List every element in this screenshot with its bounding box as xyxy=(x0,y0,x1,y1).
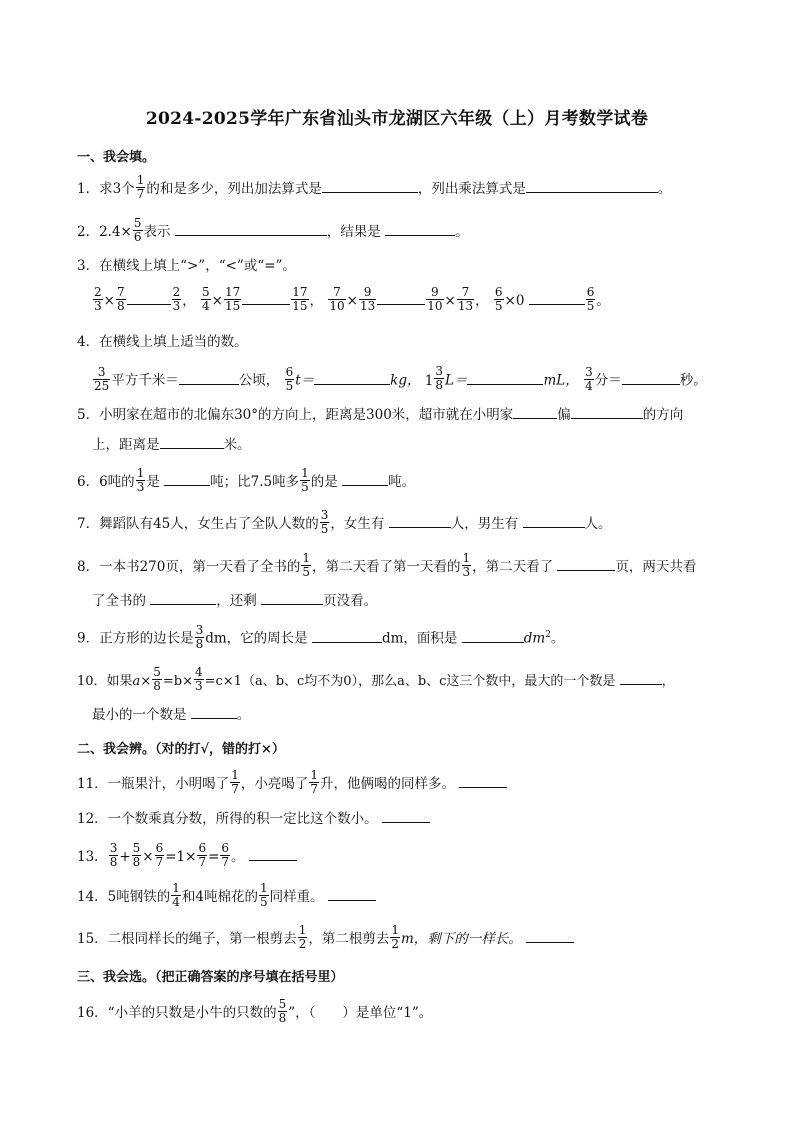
question-14: 14．5吨钢铁的 $\frac{1}{4}$ 和4吨棉花的 $\frac{1}{5}$ 同样重。 xyxy=(77,884,376,911)
question-16: 16．“小羊的只数是小牛的只数的 $\frac{5}{8}$ ”，（ ）是单位“1”。 xyxy=(77,997,433,1025)
question-10: 10．如果a× $\frac{5}{8}$ =b× $\frac{4}{3}$ =c×1（a、b、c均不为0），那么a、b、c这三个数中，最大的一个数是 ， xyxy=(77,665,675,693)
page-title: 2024-2025学年广东省汕头市龙湖区六年级（上）月考数学试卷 xyxy=(145,109,649,129)
question-11: 11．一瓶果汁，小明喝了 $\frac{1}{7}$ ，小亮喝了 $\frac{1}{7}$ 升，他俩喝的同样多。 xyxy=(77,771,507,798)
answer-blank[interactable] xyxy=(179,370,239,385)
answer-blank[interactable] xyxy=(467,370,543,385)
answer-blank[interactable] xyxy=(377,290,425,305)
answer-blank[interactable] xyxy=(382,808,430,823)
question-7: 7．舞蹈队有45人，女生占了全队人数的 $\frac{3}{5}$ ，女生有 人，男生有 人。 xyxy=(77,508,612,536)
fraction: $\frac{5}{6}$ xyxy=(133,216,142,244)
answer-blank[interactable] xyxy=(160,434,224,449)
answer-blank[interactable] xyxy=(175,221,327,236)
answer-blank[interactable] xyxy=(312,628,382,643)
section-heading-3: 三、我会选。（把正确答案的序号填在括号里） xyxy=(77,970,344,985)
answer-blank[interactable] xyxy=(389,513,451,528)
answer-blank[interactable] xyxy=(127,290,171,305)
answer-blank[interactable] xyxy=(529,290,585,305)
answer-blank[interactable] xyxy=(249,846,297,861)
question-10-cont: 最小的一个数是 。 xyxy=(92,704,250,725)
answer-blank[interactable] xyxy=(242,290,290,305)
answer-blank[interactable] xyxy=(191,704,237,719)
question-8: 8．一本书270页，第一天看了全书的 $\frac{1}{5}$ ，第二天看了第一天看的 $\frac{1}{3}$ ，第二天看了 页，两天共看 xyxy=(77,551,697,579)
answer-blank[interactable] xyxy=(523,513,585,528)
section-heading-2: 二、我会辨。（对的打√，错的打×） xyxy=(77,742,285,757)
answer-blank[interactable] xyxy=(314,370,390,385)
question-8-cont: 了全书的 ，还剩 页没看。 xyxy=(92,590,377,611)
answer-blank[interactable] xyxy=(513,404,557,419)
answer-blank[interactable] xyxy=(620,670,662,685)
answer-blank[interactable] xyxy=(322,178,418,193)
answer-blank[interactable] xyxy=(342,471,388,486)
answer-blank[interactable] xyxy=(571,404,643,419)
question-4-conversions: $\frac{3}{25}$ 平方千米＝ 公顷， $\frac{6}{5}$ t＝ kg， 1 3 8 L＝ mL， $\frac{3}{4}$ 分＝ 秒。 xyxy=(94,364,707,393)
answer-blank[interactable] xyxy=(459,773,507,788)
answer-blank[interactable] xyxy=(385,221,455,236)
question-1: 1．求3个 $\frac{1}{7}$ 的和是多少，列出加法算式是 ，列出乘法算式是 。 xyxy=(77,173,672,201)
answer-blank[interactable] xyxy=(261,590,323,605)
question-13: 13． $\frac{3}{8}$ + $\frac{5}{8}$ × $\frac{6}{7}$ =1× $\frac{6}{7}$ = $\frac{6}{7}$ 。 xyxy=(77,844,297,871)
section-heading-1: 一、我会填。 xyxy=(77,150,156,165)
question-15: 15．二根同样长的绳子，第一根剪去 $\frac{1}{2}$ ，第二根剪去 $\frac{1}{2}$ m，剩下的一样长。 xyxy=(77,926,574,953)
answer-blank[interactable] xyxy=(526,928,574,943)
answer-blank[interactable] xyxy=(622,370,680,385)
question-9: 9．正方形的边长是 $\frac{3}{8}$ dm，它的周长是 dm，面积是 $dm^2$。 xyxy=(77,622,565,651)
answer-blank[interactable] xyxy=(164,471,210,486)
question-2: 2．2.4× $\frac{5}{6}$ 表示 ，结果是 。 xyxy=(77,216,469,244)
answer-blank[interactable] xyxy=(150,590,216,605)
answer-blank[interactable] xyxy=(526,178,658,193)
question-4: 4．在横线上填上适当的数。 xyxy=(77,334,248,350)
question-12: 12．一个数乘真分数，所得的积一定比这个数小。 xyxy=(77,808,430,829)
answer-blank[interactable] xyxy=(557,556,615,571)
question-5: 5．小明家在超市的北偏东30°的方向上，距离是300米，超市就在小明家 偏 的方向 xyxy=(77,404,683,425)
question-6: 6．6吨的 $\frac{1}{3}$ 是 吨；比7.5吨多 $\frac{1}{5}$ 的是 吨。 xyxy=(77,466,416,494)
answer-blank[interactable] xyxy=(328,886,376,901)
question-3-expressions: $\frac{2}{3}$ × $\frac{7}{8}$ $\frac{2}{3}$ ， $\frac{5}{4}$ × $\frac{17}{15}$ $\frac{17}{15}$ ， $\frac{7}{10}$ × $\frac{9}{13}$ $\frac{9}{10}$ × $\frac{7}{13}$ ， $\frac{6}{5}$ ×0 $\frac{6}{5}$ 。 xyxy=(94,285,610,313)
fraction: $\frac{1}{7}$ xyxy=(136,173,145,201)
answer-blank[interactable] xyxy=(462,628,524,643)
question-3: 3．在横线上填上“>”，“<”或“=”。 xyxy=(77,258,296,274)
question-5-cont: 上，距离是 米。 xyxy=(92,434,251,455)
